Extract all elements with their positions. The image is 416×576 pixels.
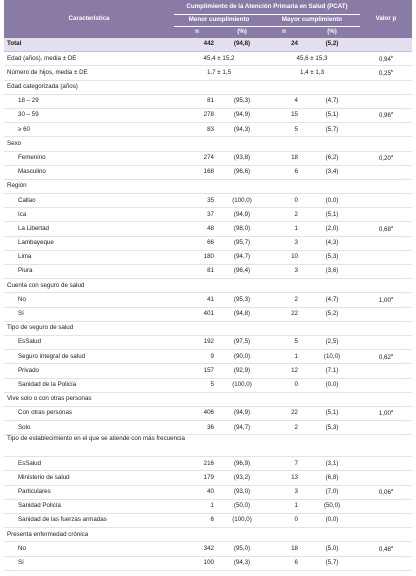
total-pct-high: (5,2) — [304, 38, 360, 52]
row-label: Sí — [4, 307, 174, 321]
table-row — [4, 165, 412, 179]
sex-group-header — [4, 137, 412, 151]
row-p-value — [360, 194, 412, 208]
row-pct-high: (5,7) — [304, 123, 360, 137]
row-pct-low: (100,0) — [220, 194, 264, 208]
pcat-characteristics-table — [4, 0, 412, 571]
row-pct-high: (4,7) — [304, 94, 360, 108]
row-p-value — [360, 293, 412, 307]
table-row — [4, 499, 412, 513]
row-n-high: 0 — [264, 514, 304, 528]
header-characteristic: Característica — [4, 0, 174, 38]
row-n-low: 5 — [174, 378, 220, 392]
lives-alone-p: 1,00 — [378, 410, 391, 418]
insurance-type-p-value-spacer — [360, 321, 412, 335]
row-pct-low: (94,3) — [220, 556, 264, 570]
table-row — [4, 421, 412, 435]
row-p-value — [360, 364, 412, 378]
table-row — [4, 350, 412, 364]
children-mean-row — [4, 66, 412, 80]
insurance-type-group-header — [4, 321, 412, 335]
row-n-low: 342 — [174, 542, 220, 556]
row-p-value — [360, 421, 412, 435]
row-p-value — [360, 222, 412, 236]
facility-group-header — [4, 435, 412, 457]
total-n-high: 24 — [264, 38, 304, 52]
chronic-p-value-spacer — [360, 528, 412, 542]
table-row — [4, 406, 412, 420]
facility-p-value-spacer — [360, 435, 412, 457]
row-label: Femenino — [4, 151, 174, 165]
region-p: 0,68 — [378, 225, 391, 233]
age-cat-p-value-spacer — [360, 80, 412, 94]
row-pct-high: (50,0) — [304, 499, 360, 513]
row-p-value — [360, 94, 412, 108]
row-n-high: 7 — [264, 457, 304, 471]
region-p-value-spacer — [360, 179, 412, 193]
row-pct-high: (5,2) — [304, 307, 360, 321]
insurance-has-group-header — [4, 279, 412, 293]
row-pct-low: (95,7) — [220, 236, 264, 250]
row-n-low: 216 — [174, 457, 220, 471]
table-row — [4, 94, 412, 108]
children-mean-p-sup: b — [390, 67, 394, 73]
row-pct-low: (96,6) — [220, 165, 264, 179]
row-n-low: 36 — [174, 421, 220, 435]
row-label: Sanidad de la Policía — [4, 378, 174, 392]
row-p-value — [360, 151, 412, 165]
row-pct-low: (100,0) — [220, 378, 264, 392]
row-n-high: 22 — [264, 406, 304, 420]
age-mean-p-value — [360, 52, 412, 66]
children-mean-low: 1,7 ± 1,5 — [174, 66, 264, 80]
row-pct-high: (5,1) — [304, 406, 360, 420]
row-pct-high: (5,1) — [304, 108, 360, 122]
row-p-value — [360, 250, 412, 264]
table-row — [4, 236, 412, 250]
header-pct-high: (%) — [304, 27, 360, 39]
row-n-low: 66 — [174, 236, 220, 250]
row-n-low: 37 — [174, 208, 220, 222]
lives-alone-p-sup: a — [390, 408, 394, 414]
table-row — [4, 556, 412, 570]
table-row — [4, 307, 412, 321]
row-n-low: 179 — [174, 471, 220, 485]
total-label: Total — [4, 38, 174, 52]
sex-group-label: Sexo — [4, 137, 360, 151]
row-pct-high: (5,0) — [304, 542, 360, 556]
row-n-high: 2 — [264, 208, 304, 222]
age-mean-high: 45,6 ± 15,3 — [264, 52, 360, 66]
table-row — [4, 378, 412, 392]
lives-alone-p-value-spacer — [360, 392, 412, 406]
row-n-high: 4 — [264, 94, 304, 108]
row-pct-high: (7,0) — [304, 485, 360, 499]
row-label: Callao — [4, 194, 174, 208]
table-row — [4, 151, 412, 165]
row-pct-high: (6,8) — [304, 471, 360, 485]
row-label: EsSalud — [4, 335, 174, 349]
row-n-low: 40 — [174, 485, 220, 499]
row-p-value — [360, 165, 412, 179]
row-n-low: 41 — [174, 293, 220, 307]
row-pct-low: (93,8) — [220, 151, 264, 165]
row-label: Lambayeque — [4, 236, 174, 250]
row-pct-high: (5,3) — [304, 421, 360, 435]
row-pct-low: (94,9) — [220, 406, 264, 420]
row-label: Piura — [4, 265, 174, 279]
row-label: Ministerio de salud — [4, 471, 174, 485]
row-n-low: 48 — [174, 222, 220, 236]
lives-alone-group-label: Vive solo o con otras personas — [4, 392, 360, 406]
row-label: ≥ 60 — [4, 123, 174, 137]
row-p-value — [360, 485, 412, 499]
insurance-has-p: 1,00 — [378, 296, 391, 304]
row-pct-low: (95,3) — [220, 94, 264, 108]
row-label: Masculino — [4, 165, 174, 179]
table-row — [4, 250, 412, 264]
children-mean-high: 1,4 ± 1,3 — [264, 66, 360, 80]
lives-alone-group-header — [4, 392, 412, 406]
table-row — [4, 123, 412, 137]
row-pct-low: (95,0) — [220, 542, 264, 556]
row-pct-low: (92,9) — [220, 364, 264, 378]
row-n-low: 180 — [174, 250, 220, 264]
row-pct-low: (96,4) — [220, 265, 264, 279]
region-group-label: Región — [4, 179, 360, 193]
row-p-value — [360, 307, 412, 321]
row-pct-low: (100,0) — [220, 514, 264, 528]
sex-p: 0,20 — [378, 155, 391, 163]
row-pct-low: (95,3) — [220, 293, 264, 307]
row-pct-low: (94,7) — [220, 250, 264, 264]
row-p-value — [360, 335, 412, 349]
header-pcat-group: Cumplimiento de la Atención Primaria en Salud (PCAT) — [174, 0, 360, 15]
row-label: Sí — [4, 556, 174, 570]
header-low-compliance: Menor cumplimiento — [174, 15, 264, 27]
row-label: No — [4, 542, 174, 556]
header-n-low: n — [174, 27, 220, 39]
total-row — [4, 38, 412, 52]
row-n-high: 13 — [264, 471, 304, 485]
table-row — [4, 542, 412, 556]
chronic-group-header — [4, 528, 412, 542]
row-pct-low: (93,0) — [220, 485, 264, 499]
row-n-high: 18 — [264, 542, 304, 556]
row-p-value — [360, 471, 412, 485]
table-body — [4, 38, 412, 570]
row-pct-high: (3,1) — [304, 457, 360, 471]
row-label: Ica — [4, 208, 174, 222]
age-cat-p-sup: a — [390, 110, 394, 116]
row-n-high: 10 — [264, 250, 304, 264]
row-n-high: 2 — [264, 293, 304, 307]
table-row — [4, 265, 412, 279]
age-mean-label: Edad (años), media ± DE — [4, 52, 174, 66]
row-pct-high: (0,0) — [304, 194, 360, 208]
age-cat-group-label: Edad categorizada (años) — [4, 80, 360, 94]
header-high-compliance: Mayor cumplimiento — [264, 15, 360, 27]
table-row — [4, 471, 412, 485]
total-n-low: 442 — [174, 38, 220, 52]
row-pct-high: (3,4) — [304, 165, 360, 179]
table-row — [4, 485, 412, 499]
row-n-high: 15 — [264, 108, 304, 122]
row-n-high: 2 — [264, 421, 304, 435]
table-row — [4, 514, 412, 528]
header-p-value: Valor p — [360, 0, 412, 38]
row-pct-high: (10,0) — [304, 350, 360, 364]
row-p-value — [360, 499, 412, 513]
sex-p-sup: a — [390, 152, 394, 158]
total-pct-low: (94,8) — [220, 38, 264, 52]
row-label: Lima — [4, 250, 174, 264]
insurance-type-p-sup: a — [390, 351, 394, 357]
row-n-low: 83 — [174, 123, 220, 137]
row-label: Privado — [4, 364, 174, 378]
row-pct-high: (5,1) — [304, 208, 360, 222]
row-pct-high: (4,7) — [304, 293, 360, 307]
row-p-value — [360, 514, 412, 528]
row-p-value — [360, 350, 412, 364]
row-n-low: 274 — [174, 151, 220, 165]
row-n-high: 0 — [264, 194, 304, 208]
row-n-low: 192 — [174, 335, 220, 349]
row-p-value — [360, 208, 412, 222]
row-p-value — [360, 236, 412, 250]
row-pct-low: (94,9) — [220, 108, 264, 122]
table-row — [4, 293, 412, 307]
characteristics-table-container — [4, 0, 412, 571]
table-row — [4, 364, 412, 378]
row-pct-high: (5,3) — [304, 250, 360, 264]
row-n-low: 35 — [174, 194, 220, 208]
header-pct-low: (%) — [220, 27, 264, 39]
row-n-high: 22 — [264, 307, 304, 321]
row-n-high: 3 — [264, 236, 304, 250]
row-pct-low: (97,5) — [220, 335, 264, 349]
insurance-type-p: 0,62 — [378, 353, 391, 361]
chronic-group-label: Presenta enfermedad crónica — [4, 528, 360, 542]
row-n-high: 1 — [264, 350, 304, 364]
row-p-value — [360, 378, 412, 392]
row-n-low: 100 — [174, 556, 220, 570]
row-n-low: 157 — [174, 364, 220, 378]
age-cat-p: 0,96 — [378, 112, 391, 120]
row-p-value — [360, 556, 412, 570]
row-label: Sanidad de las fuerzas armadas — [4, 514, 174, 528]
row-pct-low: (94,8) — [220, 307, 264, 321]
row-label: Con otras personas — [4, 406, 174, 420]
row-n-high: 6 — [264, 165, 304, 179]
children-mean-label: Número de hijos, media ± DE — [4, 66, 174, 80]
total-p-value — [360, 38, 412, 52]
row-pct-low: (90,0) — [220, 350, 264, 364]
row-pct-low: (94,9) — [220, 208, 264, 222]
row-label: Particulares — [4, 485, 174, 499]
row-p-value — [360, 406, 412, 420]
row-pct-high: (0,0) — [304, 378, 360, 392]
age-cat-group-header — [4, 80, 412, 94]
row-label: EsSalud — [4, 457, 174, 471]
row-label: Sanidad Policía — [4, 499, 174, 513]
row-label: La Libertad — [4, 222, 174, 236]
row-n-low: 168 — [174, 165, 220, 179]
row-n-high: 0 — [264, 378, 304, 392]
chronic-p: 0,48 — [378, 545, 391, 553]
row-n-low: 406 — [174, 406, 220, 420]
row-p-value — [360, 265, 412, 279]
header-n-high: n — [264, 27, 304, 39]
row-n-low: 401 — [174, 307, 220, 321]
row-pct-high: (2,0) — [304, 222, 360, 236]
children-mean-p-value — [360, 66, 412, 80]
age-mean-low: 45,4 ± 15,2 — [174, 52, 264, 66]
chronic-p-sup: a — [390, 543, 394, 549]
row-p-value — [360, 123, 412, 137]
row-pct-low: (94,3) — [220, 123, 264, 137]
table-row — [4, 222, 412, 236]
age-mean-p: 0,94 — [378, 55, 391, 63]
row-n-high: 1 — [264, 499, 304, 513]
row-label: Solo — [4, 421, 174, 435]
row-label: Seguro integral de salud — [4, 350, 174, 364]
insurance-has-p-value-spacer — [360, 279, 412, 293]
table-row — [4, 457, 412, 471]
row-n-high: 6 — [264, 556, 304, 570]
row-n-low: 278 — [174, 108, 220, 122]
row-pct-low: (93,2) — [220, 471, 264, 485]
row-pct-high: (0,0) — [304, 514, 360, 528]
age-mean-row — [4, 52, 412, 66]
row-n-low: 9 — [174, 350, 220, 364]
row-p-value — [360, 108, 412, 122]
row-pct-low: (96,9) — [220, 457, 264, 471]
row-n-low: 1 — [174, 499, 220, 513]
table-row — [4, 335, 412, 349]
insurance-has-group-label: Cuenta con seguro de salud — [4, 279, 360, 293]
row-n-low: 6 — [174, 514, 220, 528]
region-p-sup: a — [390, 223, 394, 229]
facility-group-label: Tipo de establecimiento en el que se atiende con más frecuencia — [4, 435, 360, 457]
table-row — [4, 208, 412, 222]
row-pct-high: (3,6) — [304, 265, 360, 279]
row-pct-high: (6,2) — [304, 151, 360, 165]
insurance-type-group-label: Tipo de seguro de salud — [4, 321, 360, 335]
table-row — [4, 194, 412, 208]
row-p-value — [360, 457, 412, 471]
row-n-high: 1 — [264, 222, 304, 236]
row-n-low: 81 — [174, 265, 220, 279]
row-label: 30 – 59 — [4, 108, 174, 122]
row-pct-high: (4,3) — [304, 236, 360, 250]
row-p-value — [360, 542, 412, 556]
row-pct-low: (50,0) — [220, 499, 264, 513]
row-pct-high: (7,1) — [304, 364, 360, 378]
row-label: No — [4, 293, 174, 307]
row-pct-low: (98,0) — [220, 222, 264, 236]
row-n-high: 18 — [264, 151, 304, 165]
region-group-header — [4, 179, 412, 193]
row-n-high: 5 — [264, 123, 304, 137]
row-pct-low: (94,7) — [220, 421, 264, 435]
children-mean-p: 0,25 — [378, 69, 391, 77]
insurance-has-p-sup: a — [390, 294, 394, 300]
row-n-high: 12 — [264, 364, 304, 378]
row-pct-high: (5,7) — [304, 556, 360, 570]
table-row — [4, 108, 412, 122]
row-n-low: 81 — [174, 94, 220, 108]
row-n-high: 3 — [264, 485, 304, 499]
row-n-high: 3 — [264, 265, 304, 279]
row-label: 18 – 29 — [4, 94, 174, 108]
sex-p-value-spacer — [360, 137, 412, 151]
row-pct-high: (2,5) — [304, 335, 360, 349]
age-mean-p-sup: b — [390, 53, 394, 59]
facility-p: 0,06 — [378, 489, 391, 497]
row-n-high: 5 — [264, 335, 304, 349]
facility-p-sup: a — [390, 487, 394, 493]
